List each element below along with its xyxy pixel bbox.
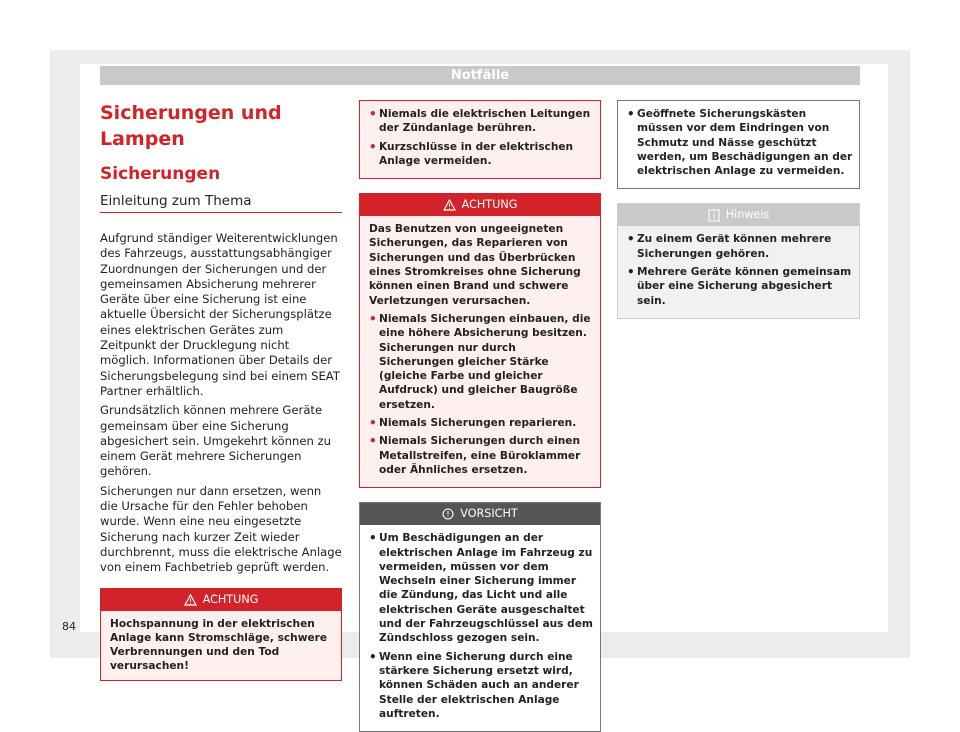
list-item: • Niemals Sicherungen reparieren. [369,416,594,430]
warning-body [360,216,600,487]
list-item: • Um Beschädigungen an der elektrischen Anlage im Fahrzeug zu vermeiden, müssen vor dem Wechseln einer Sicherung immer die Zündung, das Licht und alle elektrischen Geräte ausgeschaltet und der Fahrzeugschlüssel aus dem Zündschloss gezogen sein. [369,531,594,645]
warning-body [360,101,600,178]
paragraph: Aufgrund ständiger Weiterentwicklungen des Fahrzeugs, ausstattungsabhängiger Zuordnungen der Sicherungen und der gemeinsamen Absicherung mehrerer Geräte über eine Sicherung ist eine aktuelle Übersicht der Sicherungsplätze eines elektrischen Gerätes zum Zeitpunkt der Drucklegung nicht möglich. Informationen über Details der Sicherungsbelegung sind bei einem SEAT Partner erhältlich. [100,231,340,398]
warning-box [100,588,342,681]
warning-triangle-icon [184,594,197,606]
note-header [618,204,859,226]
list-item: • Niemals Sicherungen durch einen Metallstreifen, eine Büroklammer oder Ähnliches ersetzen. [369,434,594,477]
list-item: • Kurzschlüsse in der elektrischen Anlage vermeiden. [369,140,594,169]
note-title: Hinweis [725,208,770,222]
list-item: • Wenn eine Sicherung durch eine stärkere Sicherung ersetzt wird, können Schäden auch an anderer Stelle der elektrischen Anlage auftreten. [369,650,594,721]
info-circle-icon [442,508,454,520]
page-number: 84 [62,620,76,633]
caution-box [359,502,601,732]
warning-body [101,611,341,680]
section-header: Notfälle [100,66,860,85]
warning-intro: Das Benutzen von ungeeigneten Sicherungen, das Reparieren von Sicherungen und das Überbrücken eines Stromkreises ohne Sicherung können einen Brand und schwere Verletzungen verursachen. [369,223,581,307]
list-item: • Geöffnete Sicherungskästen müssen vor dem Eindringen von Schmutz und Nässe geschützt werden, um Beschädigungen an der elektrischen Anlage zu vermeiden. [627,107,853,178]
warning-triangle-icon [443,199,456,211]
note-body [618,226,859,317]
chapter-title: Sicherungen und Lampen [100,102,282,150]
intro-text [100,231,342,576]
column-1 [100,100,342,681]
list-item: • Zu einem Gerät können mehrere Sicherungen gehören. [627,232,853,261]
column-2 [359,100,601,732]
list-item: • Niemals die elektrischen Leitungen der Zündanlage berühren. [369,107,594,136]
caution-title: VORSICHT [460,507,518,521]
paragraph: Sicherungen nur dann ersetzen, wenn die Ursache für den Fehler behoben wurde. Wenn eine neu eingesetzte Sicherung nach kurzer Zeit wieder durchbrennt, muss die elektrische Anlage von einem Fachbetrieb geprüft werden. [100,483,342,575]
warning-box [359,193,601,488]
list-item: • Mehrere Geräte können gemeinsam über eine Sicherung abgesichert sein. [627,265,853,308]
warning-header [101,589,341,611]
warning-text: Hochspannung in der elektrischen Anlage kann Stromschläge, schwere Verbrennungen und den Tod verursachen! [110,617,328,673]
caution-box-continued [617,100,860,189]
paragraph: Grundsätzlich können mehrere Geräte gemeinsam über eine Sicherung abgesichert sein. Umgekehrt können zu einem Gerät mehrere Sicherungen gehören. [100,403,331,479]
info-note-icon [708,209,720,222]
warning-box-continued [359,100,601,179]
subsection-title: Einleitung zum Thema [100,192,342,213]
caution-body [618,101,859,188]
column-3 [617,100,860,319]
section-title: Sicherungen [100,164,221,184]
caution-header [360,503,600,525]
warning-title: ACHTUNG [461,198,518,212]
warning-title: ACHTUNG [202,592,259,606]
list-item: • Niemals Sicherungen einbauen, die eine höhere Absicherung besitzen. Sicherungen nur durch Sicherungen gleicher Stärke (gleiche Farbe und gleicher Aufdruck) und gleicher Baugröße ersetzen. [369,312,594,412]
warning-header [360,194,600,216]
note-box [617,203,860,318]
caution-body [360,525,600,731]
